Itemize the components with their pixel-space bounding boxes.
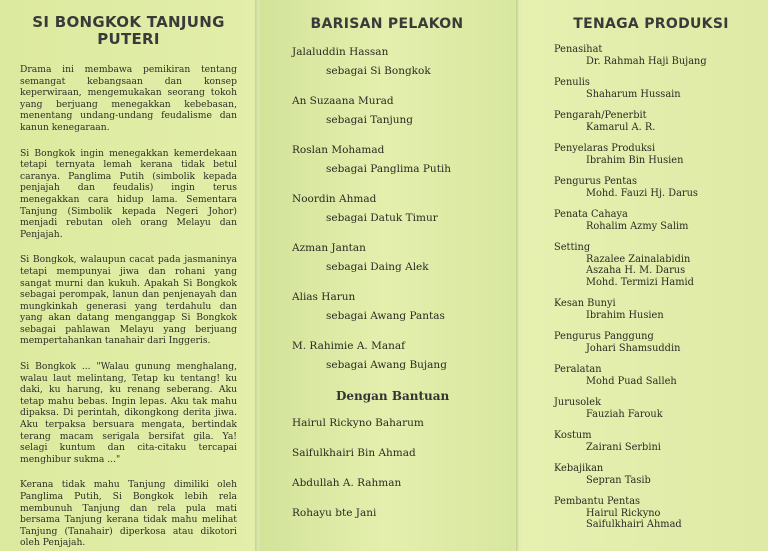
crew-name: Mohd. Termizi Hamid — [586, 276, 694, 288]
crew-entry — [554, 176, 758, 199]
crew-entry — [554, 430, 758, 453]
synopsis-paragraph: Drama ini membawa pemikiran tentang semangat kebangsaan dan konsep keperwiraan, mengemukakan seorang tokoh yang berjuang menegakkan kebebasan, menentang undang-undang feudalisme dan kanun kenegaraan. — [20, 64, 237, 133]
crew-position: Pengurus Panggung — [554, 331, 654, 342]
crew-entry — [554, 331, 758, 354]
crew-name: Saifulkhairi Ahmad — [586, 519, 682, 530]
cast-entry — [292, 193, 502, 225]
crew-name: Shaharum Hussain — [586, 88, 681, 100]
crew-name: Mohd Puad Salleh — [586, 375, 677, 387]
cast-entry — [292, 242, 502, 274]
cast-panel — [258, 0, 516, 551]
crew-name: Kamarul A. R. — [586, 121, 656, 133]
crew-name: Hairul Rickyno — [586, 507, 661, 519]
actor-name: Jalaluddin Hassan — [292, 46, 389, 58]
cast-entry — [292, 46, 502, 78]
crew-entry — [554, 209, 758, 232]
actor-role: sebagai Panglima Putih — [326, 163, 452, 175]
crew-entry — [554, 143, 758, 166]
actor-role: sebagai Tanjung — [326, 114, 413, 126]
actor-role: sebagai Awang Pantas — [326, 310, 445, 322]
crew-position: Kostum — [554, 430, 592, 441]
crew-name: Ibrahim Husien — [586, 309, 664, 321]
crew-position: Kebajikan — [554, 463, 604, 474]
crew-entry — [554, 77, 758, 100]
crew-entry — [554, 397, 758, 420]
helpers-subtitle: Dengan Bantuan — [336, 389, 450, 403]
crew-name: Aszaha H. M. Darus — [586, 265, 686, 276]
crew-position: Pengarah/Penerbit — [554, 110, 647, 121]
helper-name: Rohayu bte Jani — [292, 507, 377, 519]
cast-title: BARISAN PELAKON — [310, 16, 464, 32]
cast-entry — [292, 95, 502, 127]
actor-name: Noordin Ahmad — [292, 193, 377, 205]
crew-position: Penyelaras Produksi — [554, 143, 656, 154]
crew-position: Kesan Bunyi — [554, 298, 616, 309]
synopsis-title-line-2: PUTERI — [97, 30, 160, 48]
crew-position: Penata Cahaya — [554, 209, 628, 220]
crew-position: Setting — [554, 242, 591, 253]
synopsis-title — [20, 14, 237, 48]
crew-position: Jurusolek — [554, 397, 602, 408]
crew-position: Penasihat — [554, 44, 603, 55]
crew-position: Pembantu Pentas — [554, 496, 641, 507]
crew-entry — [554, 110, 758, 133]
helper-name: Hairul Rickyno Baharum — [292, 417, 424, 429]
actor-role: sebagai Daing Alek — [326, 261, 429, 273]
actor-name: Azman Jantan — [292, 242, 366, 254]
synopsis-paragraph: Si Bongkok ingin menegakkan kemerdekaan tetapi ternyata lemah kerana tidak betul caranya. Panglima Putih (simbolik kepada penjajah dan feudalis) ingin terus menegakkan cara hidup lama. Sementara Tanjung (Simbolik kepada Negeri Johor) menjadi rebutan oleh orang Melayu dan Penjajah. — [20, 147, 237, 240]
crew-position: Peralatan — [554, 364, 602, 375]
crew-name: Fauziah Farouk — [586, 408, 663, 420]
crew-title: TENAGA PRODUKSI — [573, 16, 729, 32]
crew-entry — [554, 242, 758, 288]
synopsis-paragraph: Kerana tidak mahu Tanjung dimiliki oleh Panglima Putih, Si Bongkok lebih rela membunuh Tanjung dan rela pula mati bersama Tanjung kerana tidak mahu melihat Tanjung (Tanahair) diperkosa atau dikotori oleh Penjajah. — [20, 479, 237, 549]
crew-entry — [554, 44, 758, 67]
cast-entry — [292, 144, 502, 176]
synopsis-paragraph: Si Bongkok ... "Walau gunung menghalang, walau laut melintang, Tetap ku tentang! ku daki, ku harung, ku renang seberang. Aku tetap mahu bebas. Ingin lepas. Aku tak mahu dipaksa. Di perintah, dikongkong derita jiwa. Aku terpaksa bersuara mengata, bertindak terang macam serigala bersifat gila. Ya! selagi kuntum dan cita-citaku tercapai menghibur sukma ..." — [20, 361, 237, 465]
helper-name: Abdullah A. Rahman — [292, 477, 402, 489]
crew-name: Razalee Zainalabidin — [586, 253, 691, 265]
helper-name: Saifulkhairi Bin Ahmad — [292, 447, 416, 459]
actor-role: sebagai Si Bongkok — [326, 65, 431, 77]
synopsis-panel — [0, 0, 255, 551]
actor-name: An Suzaana Murad — [292, 95, 394, 107]
actor-role: sebagai Awang Bujang — [326, 359, 447, 371]
synopsis-title-line-1: SI BONGKOK TANJUNG — [32, 13, 225, 31]
crew-name: Dr. Rahmah Haji Bujang — [586, 55, 707, 67]
crew-entry — [554, 463, 758, 486]
crew-name: Zairani Serbini — [586, 441, 661, 453]
cast-entry — [292, 291, 502, 323]
actor-name: Roslan Mohamad — [292, 144, 385, 156]
crew-name: Rohalim Azmy Salim — [586, 220, 689, 232]
crew-name: Mohd. Fauzi Hj. Darus — [586, 187, 698, 199]
actor-role: sebagai Datuk Timur — [326, 212, 438, 224]
crew-name: Johari Shamsuddin — [586, 342, 681, 354]
crew-position: Pengurus Pentas — [554, 176, 638, 187]
crew-position: Penulis — [554, 77, 590, 88]
actor-name: Alias Harun — [292, 291, 356, 303]
synopsis-paragraph: Si Bongkok, walaupun cacat pada jasmaninya tetapi mempunyai jiwa dan rohani yang sangat murni dan kukuh. Apakah Si Bongkok sebagai perompak, lanun dan penjenayah dan mungkinkah generasi yang terdahulu dan yang akan datang menganggap Si Bongkok sebagai pahlawan Melayu yang berjuang mempertahankan tanahair dari Inggeris. — [20, 254, 237, 347]
actor-name: M. Rahimie A. Manaf — [292, 340, 405, 352]
cast-entry — [292, 340, 502, 372]
crew-panel — [520, 0, 768, 551]
crew-entry — [554, 496, 758, 531]
crew-entry — [554, 364, 758, 387]
crew-name: Sepran Tasib — [586, 474, 651, 486]
crew-entry — [554, 298, 758, 321]
crew-name: Ibrahim Bin Husien — [586, 154, 684, 166]
